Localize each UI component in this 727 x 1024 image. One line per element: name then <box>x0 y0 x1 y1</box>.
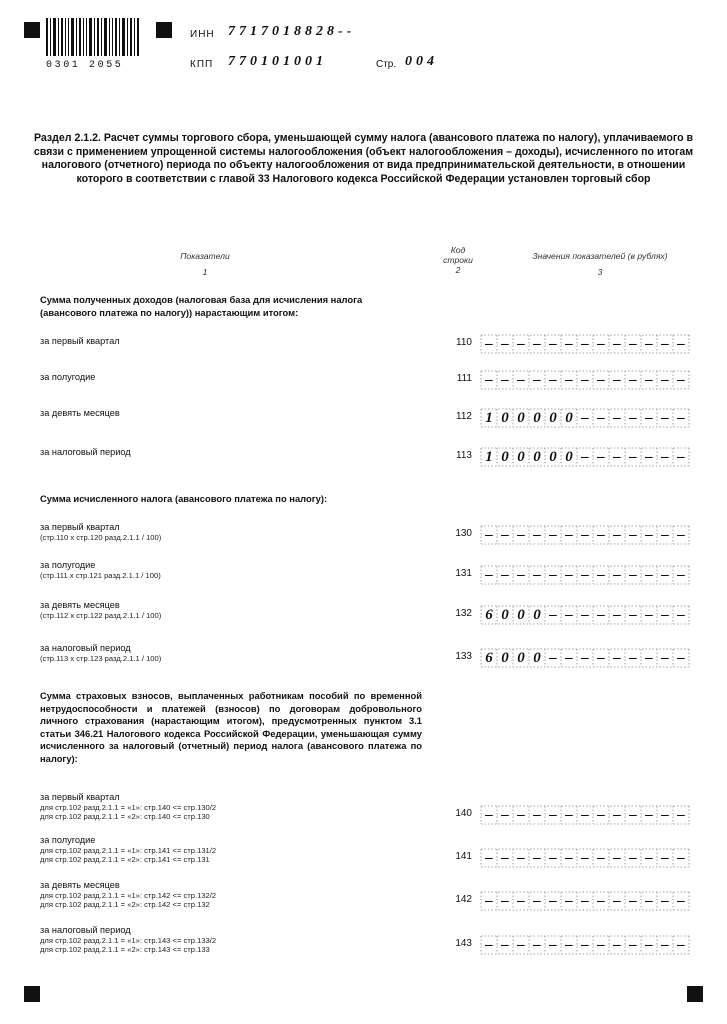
cell-112-3: 0 <box>517 410 525 426</box>
cell-110-13: – <box>677 336 685 352</box>
cell-110-3: – <box>517 336 525 352</box>
row-label-132: за девять месяцев <box>40 600 120 610</box>
cell-132-6: – <box>565 607 573 623</box>
cell-141-7: – <box>581 850 589 866</box>
cell-140-8: – <box>597 807 605 823</box>
cell-130-10: – <box>629 527 637 543</box>
cell-111-2: – <box>501 372 509 388</box>
cell-111-8: – <box>597 372 605 388</box>
cell-110-12: – <box>661 336 669 352</box>
cell-110-5: – <box>549 336 557 352</box>
cell-111-12: – <box>661 372 669 388</box>
cell-142-1: – <box>485 893 493 909</box>
cell-142-11: – <box>645 893 653 909</box>
column-header-indicators-text: Показатели <box>180 251 230 261</box>
cell-110-11: – <box>645 336 653 352</box>
cell-142-4: – <box>533 893 541 909</box>
corner-marker-top-right <box>156 22 172 38</box>
column-header-values <box>505 251 695 277</box>
cell-111-13: – <box>677 372 685 388</box>
inn-label: ИНН <box>190 29 215 40</box>
cell-143-6: – <box>565 937 573 953</box>
cell-132-2: 0 <box>501 607 509 623</box>
cell-131-12: – <box>661 567 669 583</box>
row-code-130: 130 <box>455 528 472 539</box>
cell-110-10: – <box>629 336 637 352</box>
cell-130-12: – <box>661 527 669 543</box>
row-formula-141-2: для стр.102 разд.2.1.1 = «2»: стр.141 <= стр.131 <box>40 855 210 864</box>
cell-143-11: – <box>645 937 653 953</box>
cell-113-6: 0 <box>565 449 573 465</box>
cell-130-7: – <box>581 527 589 543</box>
row-label-131: за полугодие <box>40 560 96 570</box>
cell-141-1: – <box>485 850 493 866</box>
cell-140-1: – <box>485 807 493 823</box>
column-header-indicators <box>140 251 270 277</box>
cell-141-4: – <box>533 850 541 866</box>
value-field-111[interactable] <box>480 370 688 390</box>
row-code-112: 112 <box>456 411 472 422</box>
cell-133-6: – <box>565 650 573 666</box>
cell-131-10: – <box>629 567 637 583</box>
value-field-110[interactable] <box>480 334 688 354</box>
kpp-label: КПП <box>190 59 214 70</box>
row-formula-132-1: (стр.112 х стр.122 разд.2.1.1 / 100) <box>40 611 162 620</box>
page-number: 004 <box>405 54 438 69</box>
cell-143-3: – <box>517 937 525 953</box>
cell-140-11: – <box>645 807 653 823</box>
row-label-110: за первый квартал <box>40 336 120 346</box>
cell-133-11: – <box>645 650 653 666</box>
cell-143-4: – <box>533 937 541 953</box>
cell-111-6: – <box>565 372 573 388</box>
cell-130-8: – <box>597 527 605 543</box>
cell-133-2: 0 <box>501 650 509 666</box>
cell-132-1: 6 <box>485 607 493 623</box>
cell-133-10: – <box>629 650 637 666</box>
cell-143-7: – <box>581 937 589 953</box>
cell-143-9: – <box>613 937 621 953</box>
cell-140-3: – <box>517 807 525 823</box>
row-label-142: за девять месяцев <box>40 880 120 890</box>
value-field-131[interactable] <box>480 565 688 585</box>
cell-113-12: – <box>661 449 669 465</box>
row-code-131: 131 <box>455 568 472 579</box>
row-code-113: 113 <box>456 450 472 461</box>
row-label-140: за первый квартал <box>40 792 120 802</box>
cell-113-11: – <box>645 449 653 465</box>
cell-141-10: – <box>629 850 637 866</box>
row-label-112: за девять месяцев <box>40 408 120 418</box>
cell-132-7: – <box>581 607 589 623</box>
cell-111-10: – <box>629 372 637 388</box>
cell-131-7: – <box>581 567 589 583</box>
row-formula-143-1: для стр.102 разд.2.1.1 = «1»: стр.143 <= стр.133/2 <box>40 936 217 945</box>
cell-141-2: – <box>501 850 509 866</box>
section-heading-tax: Сумма исчисленного налога (авансового платежа по налогу): <box>40 493 328 504</box>
row-label-133: за налоговый период <box>40 643 131 653</box>
cell-141-5: – <box>549 850 557 866</box>
cell-112-8: – <box>597 410 605 426</box>
cell-131-8: – <box>597 567 605 583</box>
cell-130-6: – <box>565 527 573 543</box>
cell-111-1: – <box>485 372 493 388</box>
row-label-113: за налоговый период <box>40 447 131 457</box>
cell-143-12: – <box>661 937 669 953</box>
cell-113-5: 0 <box>549 449 557 465</box>
cell-133-13: – <box>677 650 685 666</box>
cell-143-13: – <box>677 937 685 953</box>
cell-130-9: – <box>613 527 621 543</box>
row-label-111: за полугодие <box>40 372 96 382</box>
cell-131-2: – <box>501 567 509 583</box>
column-header-code-text: Код строки <box>443 245 473 265</box>
cell-140-5: – <box>549 807 557 823</box>
cell-113-13: – <box>677 449 685 465</box>
column-header-indicators-number: 1 <box>202 267 208 277</box>
cell-141-8: – <box>597 850 605 866</box>
row-label-141: за полугодие <box>40 835 96 845</box>
corner-marker-bottom-left <box>24 986 40 1002</box>
cell-113-1: 1 <box>485 449 493 465</box>
row-code-142: 142 <box>455 894 472 905</box>
cell-132-5: – <box>549 607 557 623</box>
cell-130-1: – <box>485 527 493 543</box>
cell-130-5: – <box>549 527 557 543</box>
row-formula-142-1: для стр.102 разд.2.1.1 = «1»: стр.142 <= стр.132/2 <box>40 891 217 900</box>
cell-132-11: – <box>645 607 653 623</box>
cell-113-8: – <box>597 449 605 465</box>
cell-112-1: 1 <box>485 410 493 426</box>
cell-132-13: – <box>677 607 685 623</box>
cell-142-3: – <box>517 893 525 909</box>
cell-113-10: – <box>629 449 637 465</box>
value-field-112[interactable] <box>480 408 688 428</box>
cell-112-10: – <box>629 410 637 426</box>
cell-111-5: – <box>549 372 557 388</box>
cell-131-11: – <box>645 567 653 583</box>
cell-131-9: – <box>613 567 621 583</box>
cell-141-11: – <box>645 850 653 866</box>
section-heading-income: Сумма полученных доходов (налоговая база для исчисления налога (авансового платежа по налогу)) нарастающим итогом: <box>40 294 363 318</box>
cell-130-4: – <box>533 527 541 543</box>
row-formula-130-1: (стр.110 х стр.120 разд.2.1.1 / 100) <box>40 533 162 542</box>
cell-140-4: – <box>533 807 541 823</box>
cell-133-9: – <box>613 650 621 666</box>
cell-143-2: – <box>501 937 509 953</box>
cell-111-11: – <box>645 372 653 388</box>
value-field-130[interactable] <box>480 525 688 545</box>
cell-141-12: – <box>661 850 669 866</box>
cell-133-5: – <box>549 650 557 666</box>
cell-131-6: – <box>565 567 573 583</box>
column-header-values-text: Значения показателей (в рублях) <box>532 251 668 261</box>
value-field-141[interactable] <box>480 848 688 868</box>
row-code-141: 141 <box>455 851 472 862</box>
row-code-110: 110 <box>456 337 472 348</box>
value-field-143[interactable] <box>480 935 688 955</box>
cell-110-8: – <box>597 336 605 352</box>
cell-113-2: 0 <box>501 449 509 465</box>
cell-110-6: – <box>565 336 573 352</box>
cell-142-2: – <box>501 893 509 909</box>
column-header-code <box>440 245 476 275</box>
cell-113-4: 0 <box>533 449 541 465</box>
kpp-value: 770101001 <box>228 54 327 69</box>
cell-133-4: 0 <box>533 650 541 666</box>
cell-113-9: – <box>613 449 621 465</box>
inn-value: 7717018828-- <box>228 24 356 39</box>
cell-110-4: – <box>533 336 541 352</box>
cell-140-12: – <box>661 807 669 823</box>
cell-140-6: – <box>565 807 573 823</box>
section-title: Раздел 2.1.2. Расчет суммы торгового сбора, уменьшающей сумму налога (авансового платежа по налогу), уплачиваемого в связи с применением упрощенной системы налогообложения (объект налогообложения – доходы), исчисленного по итогам налогового (отчетного) периода по объекту налогообложения от вида предпринимательской деятельности, в отношении которого в соответствии с главой 33 Налогового кодекса Российской Федерации установлен торговый сбор <box>33 132 694 185</box>
row-formula-143-2: для стр.102 разд.2.1.1 = «2»: стр.143 <= стр.133 <box>40 945 210 954</box>
cell-133-1: 6 <box>485 650 493 666</box>
cell-113-3: 0 <box>517 449 525 465</box>
row-formula-140-2: для стр.102 разд.2.1.1 = «2»: стр.140 <= стр.130 <box>40 812 210 821</box>
cell-143-1: – <box>485 937 493 953</box>
cell-133-8: – <box>597 650 605 666</box>
cell-112-9: – <box>613 410 621 426</box>
cell-133-3: 0 <box>517 650 525 666</box>
cell-110-7: – <box>581 336 589 352</box>
cell-112-5: 0 <box>549 410 557 426</box>
cell-132-10: – <box>629 607 637 623</box>
cell-131-1: – <box>485 567 493 583</box>
cell-130-13: – <box>677 527 685 543</box>
barcode-number: 0301 2055 <box>46 60 124 71</box>
cell-143-10: – <box>629 937 637 953</box>
value-field-113[interactable] <box>480 447 688 467</box>
cell-131-13: – <box>677 567 685 583</box>
cell-112-7: – <box>581 410 589 426</box>
cell-140-13: – <box>677 807 685 823</box>
row-code-133: 133 <box>455 651 472 662</box>
cell-140-10: – <box>629 807 637 823</box>
cell-132-8: – <box>597 607 605 623</box>
barcode <box>46 18 140 56</box>
cell-132-12: – <box>661 607 669 623</box>
row-formula-131-1: (стр.111 х стр.121 разд.2.1.1 / 100) <box>40 571 161 580</box>
row-code-140: 140 <box>455 808 472 819</box>
cell-140-2: – <box>501 807 509 823</box>
cell-142-10: – <box>629 893 637 909</box>
cell-111-9: – <box>613 372 621 388</box>
value-field-142[interactable] <box>480 891 688 911</box>
cell-141-3: – <box>517 850 525 866</box>
cell-112-4: 0 <box>533 410 541 426</box>
cell-133-7: – <box>581 650 589 666</box>
cell-143-8: – <box>597 937 605 953</box>
cell-142-7: – <box>581 893 589 909</box>
cell-142-5: – <box>549 893 557 909</box>
cell-132-4: 0 <box>533 607 541 623</box>
row-code-111: 111 <box>456 373 472 384</box>
row-formula-142-2: для стр.102 разд.2.1.1 = «2»: стр.142 <= стр.132 <box>40 900 210 909</box>
cell-133-12: – <box>661 650 669 666</box>
cell-142-13: – <box>677 893 685 909</box>
cell-113-7: – <box>581 449 589 465</box>
cell-141-6: – <box>565 850 573 866</box>
row-formula-140-1: для стр.102 разд.2.1.1 = «1»: стр.140 <= стр.130/2 <box>40 803 217 812</box>
cell-140-7: – <box>581 807 589 823</box>
cell-110-2: – <box>501 336 509 352</box>
cell-112-2: 0 <box>501 410 509 426</box>
cell-131-4: – <box>533 567 541 583</box>
cell-130-2: – <box>501 527 509 543</box>
cell-111-3: – <box>517 372 525 388</box>
value-field-140[interactable] <box>480 805 688 825</box>
cell-143-5: – <box>549 937 557 953</box>
row-code-143: 143 <box>455 938 472 949</box>
cell-142-6: – <box>565 893 573 909</box>
cell-110-1: – <box>485 336 493 352</box>
section-heading-insurance: Сумма страховых взносов, выплаченных работникам пособий по временной нетрудоспособности и платежей (взносов) по договорам добровольного личного страхования (нарастающим итогом), предусмотренных пунктом 3.1 статьи 346.21 Налогового кодекса Российской Федерации, уменьшающая сумму исчисленного за налоговый (отчетный) период налога (авансового платежа по налогу): <box>40 690 422 764</box>
corner-marker-top-left <box>24 22 40 38</box>
cell-112-11: – <box>645 410 653 426</box>
column-header-values-number: 3 <box>597 267 603 277</box>
column-header-code-number: 2 <box>455 265 461 275</box>
cell-111-4: – <box>533 372 541 388</box>
page-label: Стр. <box>376 59 397 70</box>
row-label-143: за налоговый период <box>40 925 131 935</box>
cell-130-11: – <box>645 527 653 543</box>
row-formula-133-1: (стр.113 х стр.123 разд.2.1.1 / 100) <box>40 654 162 663</box>
row-label-130: за первый квартал <box>40 522 120 532</box>
cell-131-3: – <box>517 567 525 583</box>
cell-142-9: – <box>613 893 621 909</box>
cell-112-6: 0 <box>565 410 573 426</box>
cell-112-12: – <box>661 410 669 426</box>
cell-112-13: – <box>677 410 685 426</box>
cell-111-7: – <box>581 372 589 388</box>
cell-141-13: – <box>677 850 685 866</box>
value-field-133[interactable] <box>480 648 688 668</box>
cell-131-5: – <box>549 567 557 583</box>
corner-marker-bottom-right <box>687 986 703 1002</box>
cell-132-9: – <box>613 607 621 623</box>
cell-142-8: – <box>597 893 605 909</box>
cell-110-9: – <box>613 336 621 352</box>
cell-142-12: – <box>661 893 669 909</box>
row-formula-141-1: для стр.102 разд.2.1.1 = «1»: стр.141 <= стр.131/2 <box>40 846 217 855</box>
value-field-132[interactable] <box>480 605 688 625</box>
row-code-132: 132 <box>455 608 472 619</box>
cell-130-3: – <box>517 527 525 543</box>
cell-132-3: 0 <box>517 607 525 623</box>
cell-141-9: – <box>613 850 621 866</box>
cell-140-9: – <box>613 807 621 823</box>
